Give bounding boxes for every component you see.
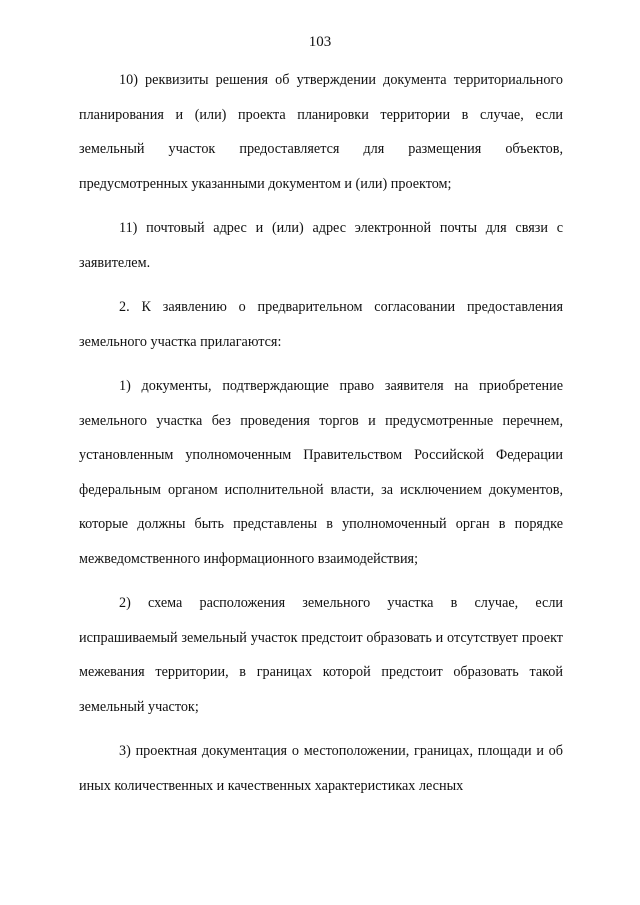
paragraph-attachment-3-project-documentation: 3) проектная документация о местоположении, границах, площади и об иных количественных и качественных характеристиках лесных	[79, 743, 567, 794]
paragraph-item-10-requisites: 10) реквизиты решения об утверждении документа территориального планирования и (или) проекта планировки территории в случае, если земельный участок предоставляется для размещения объектов, предусмотренных указанными документом и (или) проектом;	[79, 72, 567, 192]
paragraph-item-11-contact-address: 11) почтовый адрес и (или) адрес электронной почты для связи с заявителем.	[79, 220, 567, 271]
paragraph-attachment-1-documents: 1) документы, подтверждающие право заявителя на приобретение земельного участка без проведения торгов и предусмотренные перечнем, установленным уполномоченным Правительством Российской Федерации федеральным органом исполнительной власти, за исключением документов, которые должны быть представлены в уполномоченный орган в порядке межведомственного информационного взаимодействия;	[79, 378, 567, 567]
document-body	[79, 63, 567, 813]
paragraph-attachment-2-scheme: 2) схема расположения земельного участка в случае, если испрашиваемый земельный участок предстоит образовать и отсутствует проект межевания территории, в границах которой предстоит образовать такой земельный участок;	[79, 595, 567, 715]
page-number: 103	[308, 34, 332, 50]
paragraph-section-2-attachments: 2. К заявлению о предварительном согласовании предоставления земельного участка прилагаются:	[79, 299, 567, 350]
